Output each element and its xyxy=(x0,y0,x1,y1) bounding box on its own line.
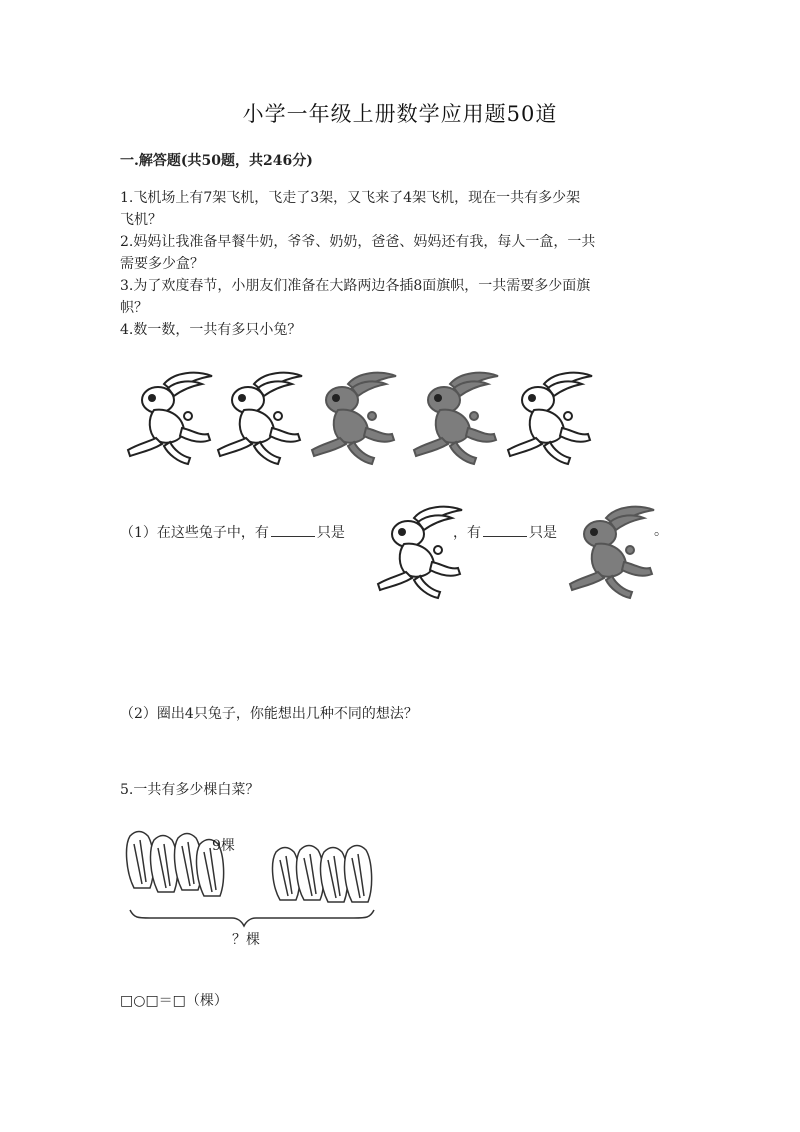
rabbit-1 xyxy=(128,373,212,464)
cabbage-figure xyxy=(120,826,390,956)
sub-question-1 xyxy=(120,522,345,542)
question-4-line1: 4.数一数，一共有多只小兔？ xyxy=(120,322,302,338)
question-3 xyxy=(120,275,680,319)
sub1-mid1: 只是 xyxy=(316,525,345,541)
question-5: 5.一共有多少棵白菜？ xyxy=(120,782,260,798)
cabbage-group-2 xyxy=(273,846,372,903)
page-title: 小学一年级上册数学应用题50道 xyxy=(242,102,558,126)
question-1-line1: 1.飞机场上有7架飞机，飞走了3架，又飞来了4架飞机，现在一共有多少架 xyxy=(120,190,581,206)
sub-question-2: （2）圈出4只兔子，你能想出几种不同的想法？ xyxy=(120,706,418,722)
section-heading: 一.解答题(共50题，共246分) xyxy=(120,153,313,169)
sub1-end: 。 xyxy=(654,523,668,539)
rabbit-4 xyxy=(414,373,498,464)
sub1-comma-you: ，有 xyxy=(453,525,481,541)
question-2 xyxy=(120,231,680,275)
answer-blank-gray[interactable] xyxy=(483,522,527,537)
brace xyxy=(130,910,374,926)
sub1-prefix: （1）在这些兔子中，有 xyxy=(120,525,269,541)
question-1-line2: 飞机？ xyxy=(120,212,162,228)
rabbit-3 xyxy=(312,373,396,464)
cabbage-top-label: 9棵 xyxy=(212,838,235,854)
question-3-line2: 帜？ xyxy=(120,300,148,316)
rabbit-2 xyxy=(218,373,302,464)
answer-blank-white[interactable] xyxy=(271,522,315,537)
white-rabbit-icon xyxy=(374,502,466,602)
rabbits-row-figure xyxy=(120,370,600,470)
question-3-line1: 3.为了欢度春节，小朋友们准备在大路两边各插8面旗帜，一共需要多少面旗 xyxy=(120,278,591,294)
question-2-line2: 需要多少盒？ xyxy=(120,256,204,272)
sub-question-1-part2 xyxy=(453,522,557,542)
cabbage-group-1 xyxy=(127,832,224,897)
answer-formula: □○□＝□（棵） xyxy=(120,993,228,1009)
gray-rabbit-icon xyxy=(566,502,658,602)
question-2-line1: 2.妈妈让我准备早餐牛奶，爷爷、奶奶，爸爸、妈妈还有我，每人一盒，一共 xyxy=(120,234,596,250)
question-4 xyxy=(120,319,680,341)
rabbit-5 xyxy=(508,373,592,464)
cabbage-bottom-label: ？棵 xyxy=(232,932,260,948)
question-1 xyxy=(120,187,680,231)
sub1-mid2: 只是 xyxy=(529,525,557,541)
